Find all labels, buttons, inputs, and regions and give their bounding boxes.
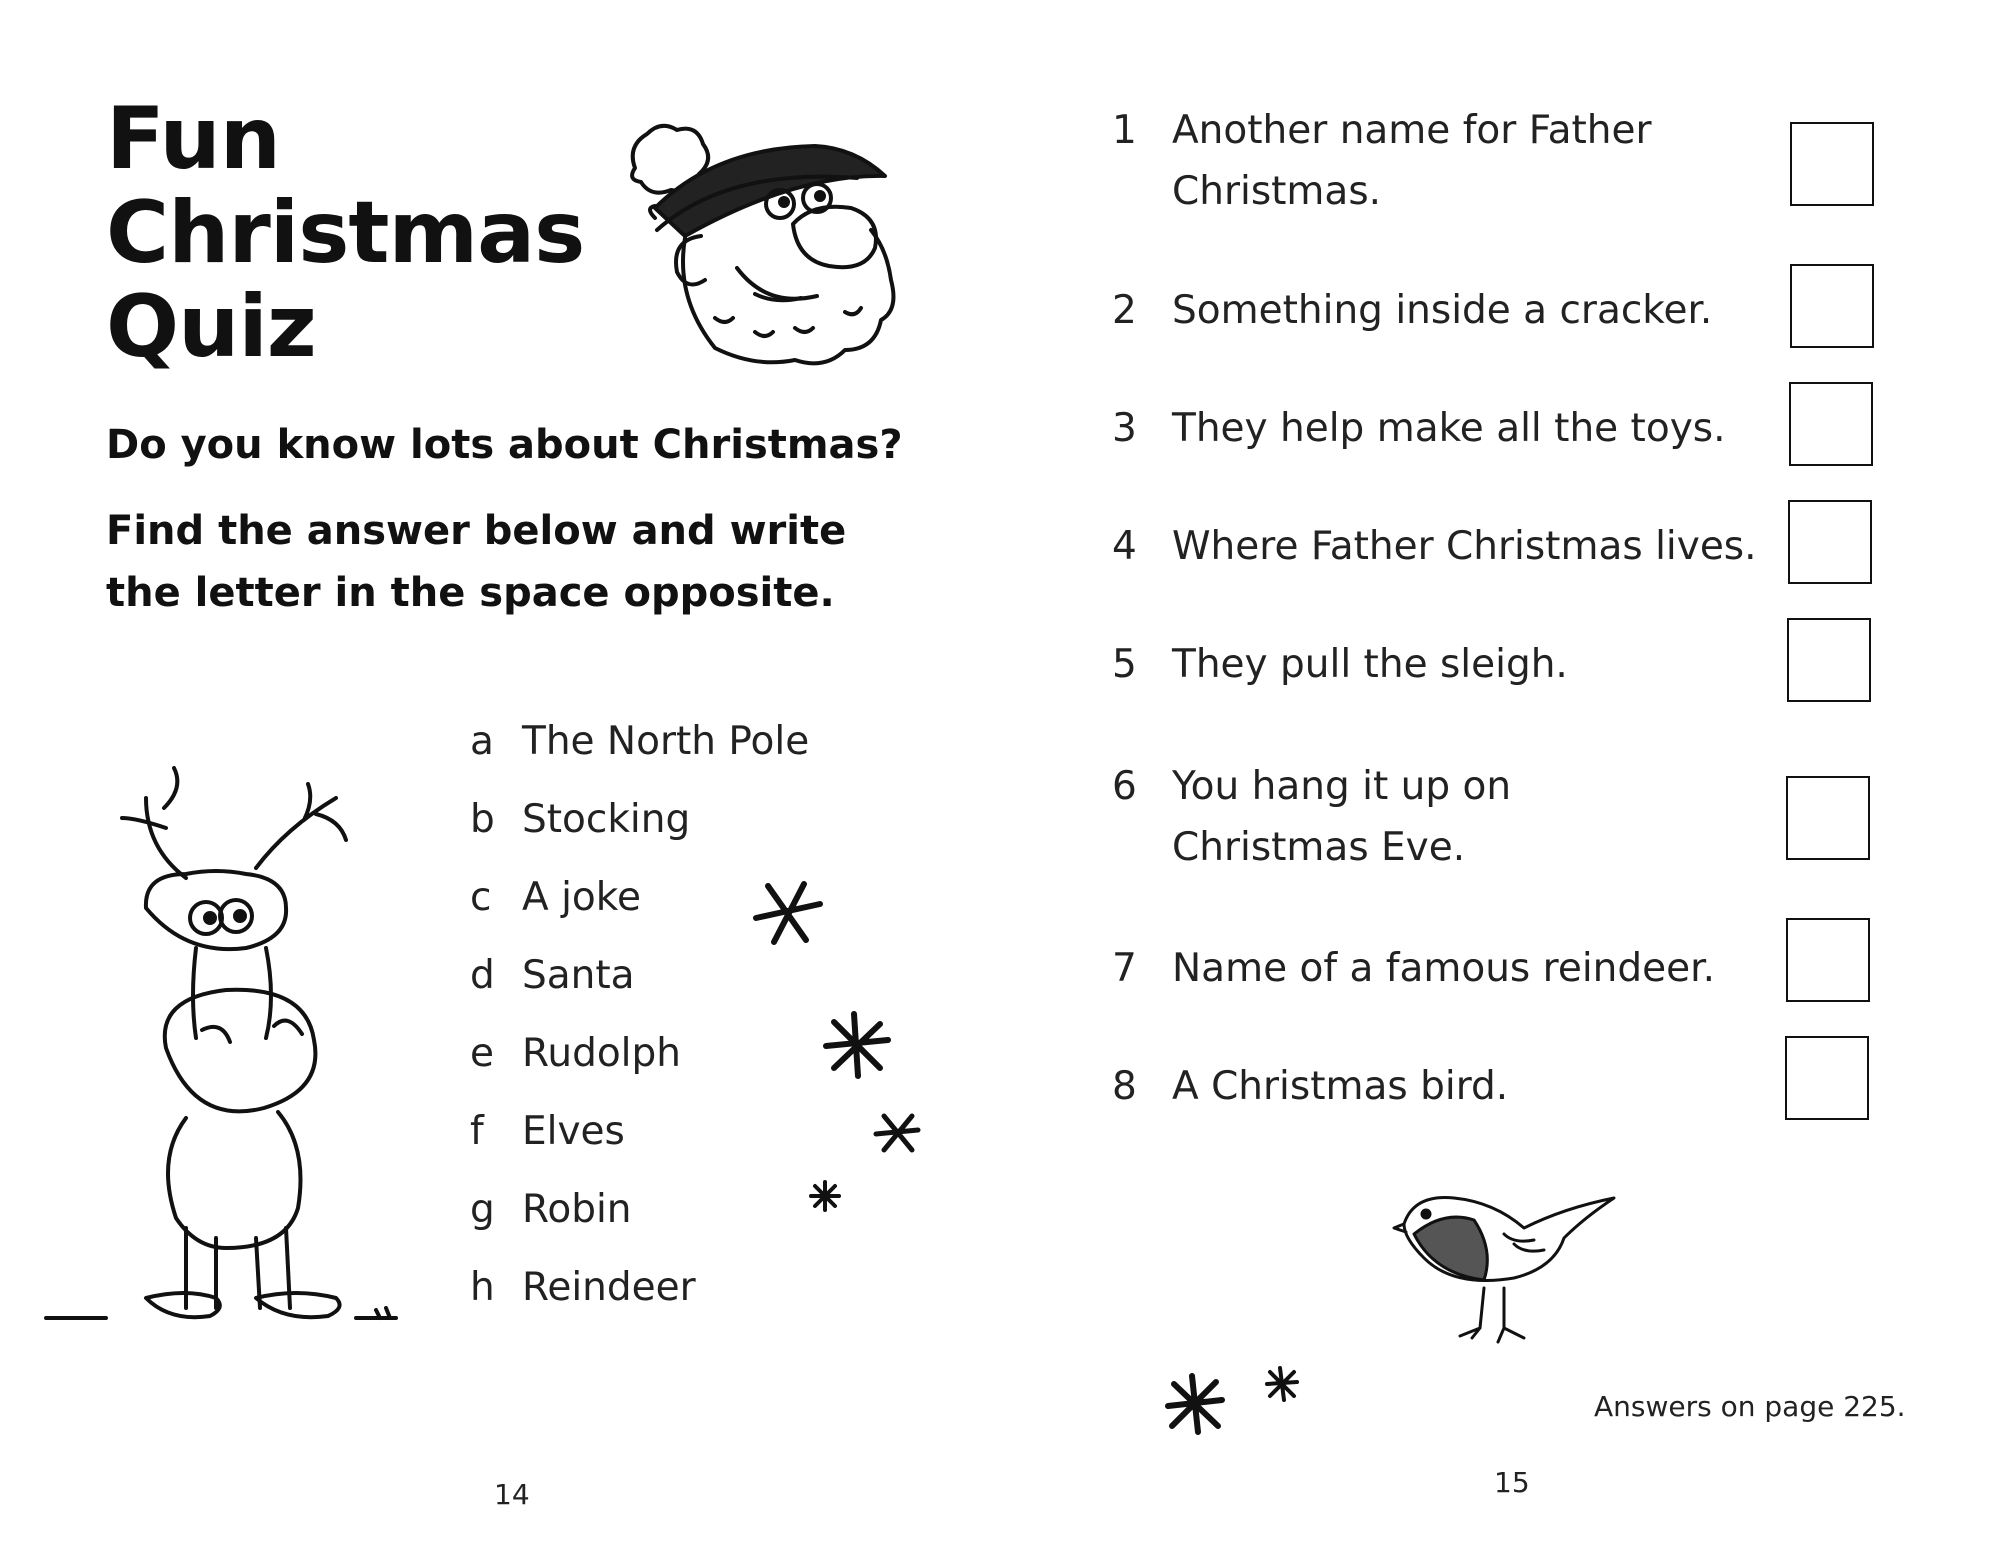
question-number: 1 (1112, 108, 1137, 153)
intro-question: Do you know lots about Christmas? (106, 422, 903, 468)
question-line: Christmas. (1172, 169, 1382, 214)
answer-letter: e (470, 1030, 494, 1076)
question-number: 6 (1112, 764, 1137, 809)
answer-text: Robin (522, 1186, 632, 1232)
page-number: 15 (1494, 1466, 1530, 1499)
answer-letter: g (470, 1186, 495, 1232)
list-item (470, 780, 809, 858)
question-text (1172, 756, 1792, 878)
answer-box[interactable] (1786, 776, 1870, 860)
robin-illustration (1394, 1184, 1624, 1354)
snowflake-icon (1162, 1372, 1228, 1436)
question-number: 7 (1112, 946, 1137, 991)
title-line: Christmas (106, 183, 585, 283)
snowflake-icon (748, 878, 828, 948)
question-number: 5 (1112, 642, 1137, 687)
answer-letter: f (470, 1108, 484, 1154)
snowflake-icon (820, 1010, 894, 1080)
question-line: Name of a famous reindeer. (1172, 946, 1715, 991)
answer-box[interactable] (1786, 918, 1870, 1002)
answer-letter: a (470, 718, 494, 764)
answer-text: Rudolph (522, 1030, 681, 1076)
question-text (1172, 398, 1792, 459)
question-row (1112, 756, 1812, 886)
question-text (1172, 938, 1792, 999)
question-line: Where Father Christmas lives. (1172, 524, 1757, 569)
question-row (1112, 398, 1812, 460)
question-row (1112, 634, 1812, 696)
question-line: They help make all the toys. (1172, 406, 1726, 451)
question-number: 3 (1112, 406, 1137, 451)
question-number: 8 (1112, 1064, 1137, 1109)
question-text (1172, 100, 1792, 222)
question-line: You hang it up on (1172, 764, 1512, 809)
answer-box[interactable] (1787, 618, 1871, 702)
reindeer-illustration (36, 758, 416, 1318)
instruction-line: Find the answer below and write (106, 508, 847, 554)
list-item (470, 1248, 809, 1326)
instruction-line: the letter in the space opposite. (106, 570, 835, 616)
answer-text: Reindeer (522, 1264, 696, 1310)
snowflake-icon (1264, 1366, 1300, 1402)
answer-text: Stocking (522, 796, 691, 842)
answer-letter: h (470, 1264, 495, 1310)
instruction (106, 500, 846, 624)
question-row (1112, 280, 1812, 342)
question-line: Christmas Eve. (1172, 825, 1466, 870)
question-line: They pull the sleigh. (1172, 642, 1568, 687)
question-row (1112, 1056, 1812, 1118)
answer-letter: c (470, 874, 492, 920)
answer-box[interactable] (1790, 264, 1874, 348)
question-text (1172, 634, 1792, 695)
question-row (1112, 100, 1812, 230)
question-number: 2 (1112, 288, 1137, 333)
answer-letter: b (470, 796, 495, 842)
list-item (470, 1170, 809, 1248)
answer-text: Elves (522, 1108, 625, 1154)
question-row (1112, 516, 1812, 578)
answer-list (470, 702, 809, 1326)
answer-text: Santa (522, 952, 635, 998)
question-row (1112, 938, 1812, 1000)
list-item (470, 702, 809, 780)
question-line: A Christmas bird. (1172, 1064, 1509, 1109)
page-title (106, 89, 585, 377)
snowflake-icon (808, 1180, 842, 1212)
answer-box[interactable] (1789, 382, 1873, 466)
question-number: 4 (1112, 524, 1137, 569)
question-text (1172, 1056, 1792, 1117)
snowflake-icon (872, 1110, 922, 1156)
question-text (1172, 280, 1792, 341)
list-item (470, 1014, 809, 1092)
answer-text: The North Pole (522, 718, 810, 764)
page-number: 14 (494, 1478, 530, 1511)
question-line: Something inside a cracker. (1172, 288, 1713, 333)
answer-box[interactable] (1790, 122, 1874, 206)
answer-box[interactable] (1788, 500, 1872, 584)
answer-letter: d (470, 952, 495, 998)
title-line: Fun (106, 89, 280, 189)
question-line: Another name for Father (1172, 108, 1652, 153)
title-line: Quiz (106, 277, 316, 377)
answer-text: A joke (522, 874, 641, 920)
answers-note: Answers on page 225. (1594, 1390, 1906, 1423)
list-item (470, 1092, 809, 1170)
question-text (1172, 516, 1792, 577)
answer-box[interactable] (1785, 1036, 1869, 1120)
santa-illustration (615, 118, 935, 358)
